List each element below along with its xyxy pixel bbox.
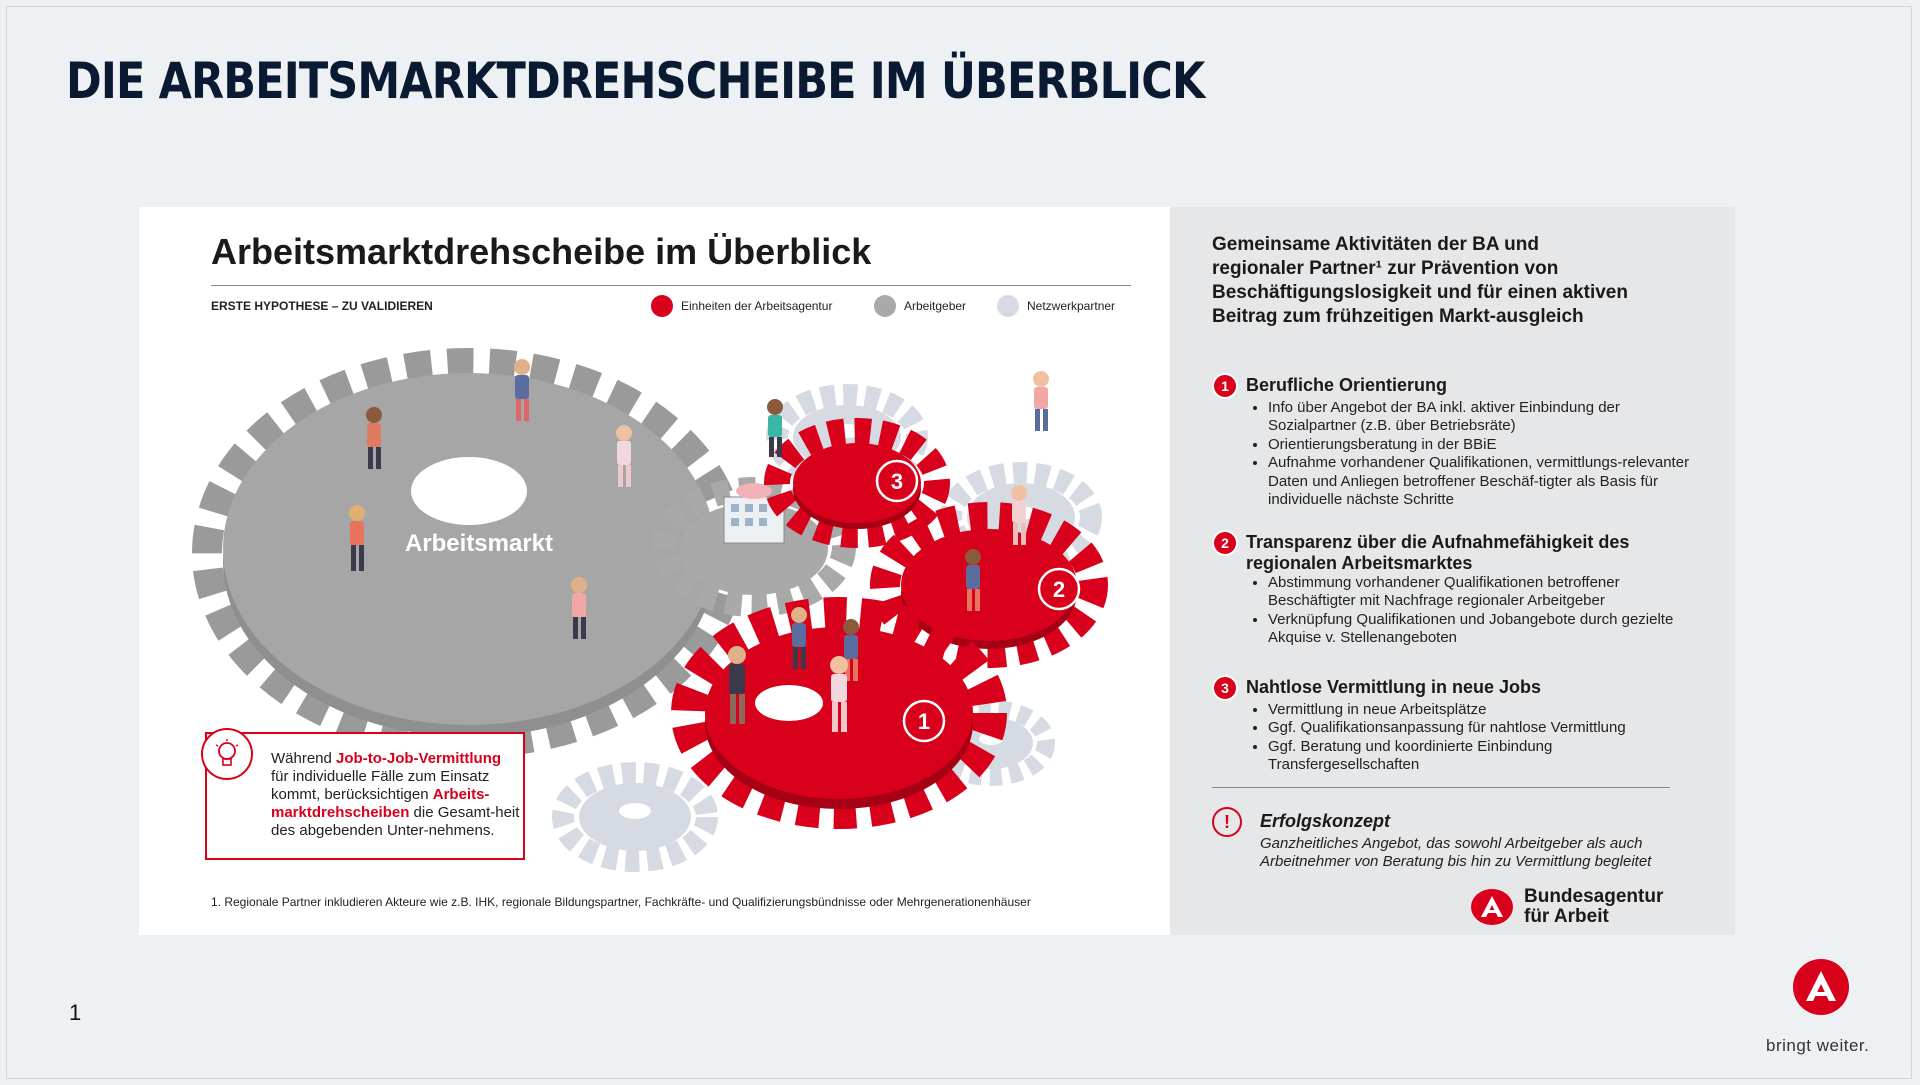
- list-item: • Ggf. Beratung und koordinierte Einbindung Transfergesellschaften: [1268, 738, 1692, 775]
- section-transparenz: [1212, 532, 1692, 648]
- note-text-part: für individuelle Fälle zum Einsatz kommt, berücksichtigen: [271, 768, 490, 803]
- list-item: • Vermittlung in neue Arbeitsplätze: [1268, 701, 1692, 719]
- exclamation-icon: !: [1212, 807, 1242, 837]
- legend-dot-grey: [874, 295, 896, 317]
- list-item: • Aufnahme vorhandener Qualifikationen, vermittlungs-relevanter Daten und Anliegen betroffener Beschäf-tigter als Basis für individuelle nächste Schritte: [1268, 454, 1692, 509]
- section-list: [1212, 399, 1692, 509]
- person-figure: [1033, 371, 1049, 431]
- section-title: Transparenz über die Aufnahmefähigkeit des regionalen Arbeitsmarktes: [1246, 532, 1630, 573]
- section-title: Nahtlose Vermittlung in neue Jobs: [1246, 677, 1542, 697]
- ba-logo: [1470, 887, 1663, 927]
- page-title: DIE ARBEITSMARKTDREHSCHEIBE IM ÜBERBLICK: [66, 52, 1205, 110]
- ba-logo-line1: Bundesagentur: [1524, 886, 1664, 907]
- legend-dot-red: [651, 295, 673, 317]
- activities-panel: [1170, 207, 1735, 935]
- section-title: Berufliche Orientierung: [1246, 375, 1448, 395]
- note-text-part: die Gesamt-heit des abgebenden Unter-nehmens.: [271, 804, 520, 839]
- hypothesis-label: ERSTE HYPOTHESE – ZU VALIDIEREN: [211, 299, 433, 313]
- ba-corner-logo-icon: [1792, 958, 1850, 1016]
- arbeitsmarkt-label: Arbeitsmarkt: [404, 530, 554, 557]
- number-badge: 3: [1212, 675, 1238, 701]
- legend-label: Einheiten der Arbeitsagentur: [681, 299, 833, 313]
- section-header: [1212, 677, 1692, 701]
- gear-number-3: 3: [890, 469, 904, 494]
- number-badge: 2: [1212, 530, 1238, 556]
- legend-label: Arbeitgeber: [904, 299, 967, 313]
- lightbulb-svg: [214, 739, 240, 769]
- list-item: • Orientierungsberatung in der BBiE: [1268, 436, 1692, 454]
- person-figure: [767, 399, 783, 457]
- lightbulb-icon: [201, 728, 253, 780]
- section-list: [1212, 701, 1692, 775]
- ba-logo-text: [1524, 887, 1663, 927]
- section-nahtlose-vermittlung: [1212, 677, 1692, 775]
- note-highlight-job-to-job: Job-to-Job-Vermittlung: [336, 750, 502, 767]
- title-rule: [211, 285, 1131, 286]
- section-list: [1212, 574, 1692, 648]
- info-note-box: [205, 732, 525, 860]
- legend-item-netzwerkpartner: [997, 295, 1115, 317]
- success-title: Erfolgskonzept: [1260, 811, 1391, 831]
- note-text: [271, 750, 521, 840]
- ba-logo-line2: für Arbeit: [1524, 906, 1609, 927]
- gear-number-2: 2: [1052, 577, 1066, 602]
- legend-item-arbeitsagentur: [651, 295, 832, 317]
- note-highlight-drehscheiben: Arbeits-marktdrehscheiben: [271, 786, 490, 821]
- note-text-part: Während: [271, 750, 337, 767]
- list-item: • Info über Angebot der BA inkl. aktiver Einbindung der Sozialpartner (z.B. über Betriebsräte): [1268, 399, 1692, 436]
- list-item: • Abstimmung vorhandener Qualifikationen betroffener Beschäftigter mit Nachfrage regionaler Arbeitgeber: [1268, 574, 1692, 611]
- section-header: [1212, 532, 1692, 574]
- tagline: bringt weiter.: [1766, 1036, 1870, 1055]
- slide-title: Arbeitsmarktdrehscheibe im Überblick: [211, 231, 872, 272]
- panel-heading: Gemeinsame Aktivitäten der BA und regionaler Partner¹ zur Prävention von Beschäftigungslosigkeit und für einen aktiven Beitrag zum frühzeitigen Markt-ausgleich: [1212, 234, 1628, 327]
- red-gear-2: [885, 517, 1093, 653]
- ba-logo-icon: [1470, 888, 1514, 926]
- success-text: Ganzheitliches Angebot, das sowohl Arbeitgeber als auch Arbeitnehmer von Beratung bis hin zu Vermittlung begleitet: [1260, 835, 1652, 871]
- legend-dot-lightgrey: [997, 295, 1019, 317]
- number-badge: 1: [1212, 373, 1238, 399]
- page-number: 1: [69, 1000, 82, 1025]
- footnote: 1. Regionale Partner inkludieren Akteure wie z.B. IHK, regionale Bildungspartner, Fachkräfte- und Qualifizierungsbündnisse oder Mehrgenerationenhäuser: [211, 895, 1031, 909]
- embedded-slide: [139, 207, 1170, 935]
- section-berufliche-orientierung: [1212, 375, 1692, 509]
- network-gear-bottom-left: [563, 773, 707, 861]
- list-item: • Verknüpfung Qualifikationen und Jobangebote durch gezielte Akquise v. Stellenangeboten: [1268, 611, 1692, 648]
- list-item: • Ggf. Qualifikationsanpassung für nahtlose Vermittlung: [1268, 719, 1692, 737]
- arbeitsmarkt-gear: [207, 363, 731, 743]
- section-header: [1212, 375, 1692, 399]
- legend-item-arbeitgeber: [874, 295, 966, 317]
- legend-label: Netzwerkpartner: [1027, 299, 1116, 313]
- panel-divider: [1212, 787, 1670, 788]
- gear-number-1: 1: [917, 709, 931, 734]
